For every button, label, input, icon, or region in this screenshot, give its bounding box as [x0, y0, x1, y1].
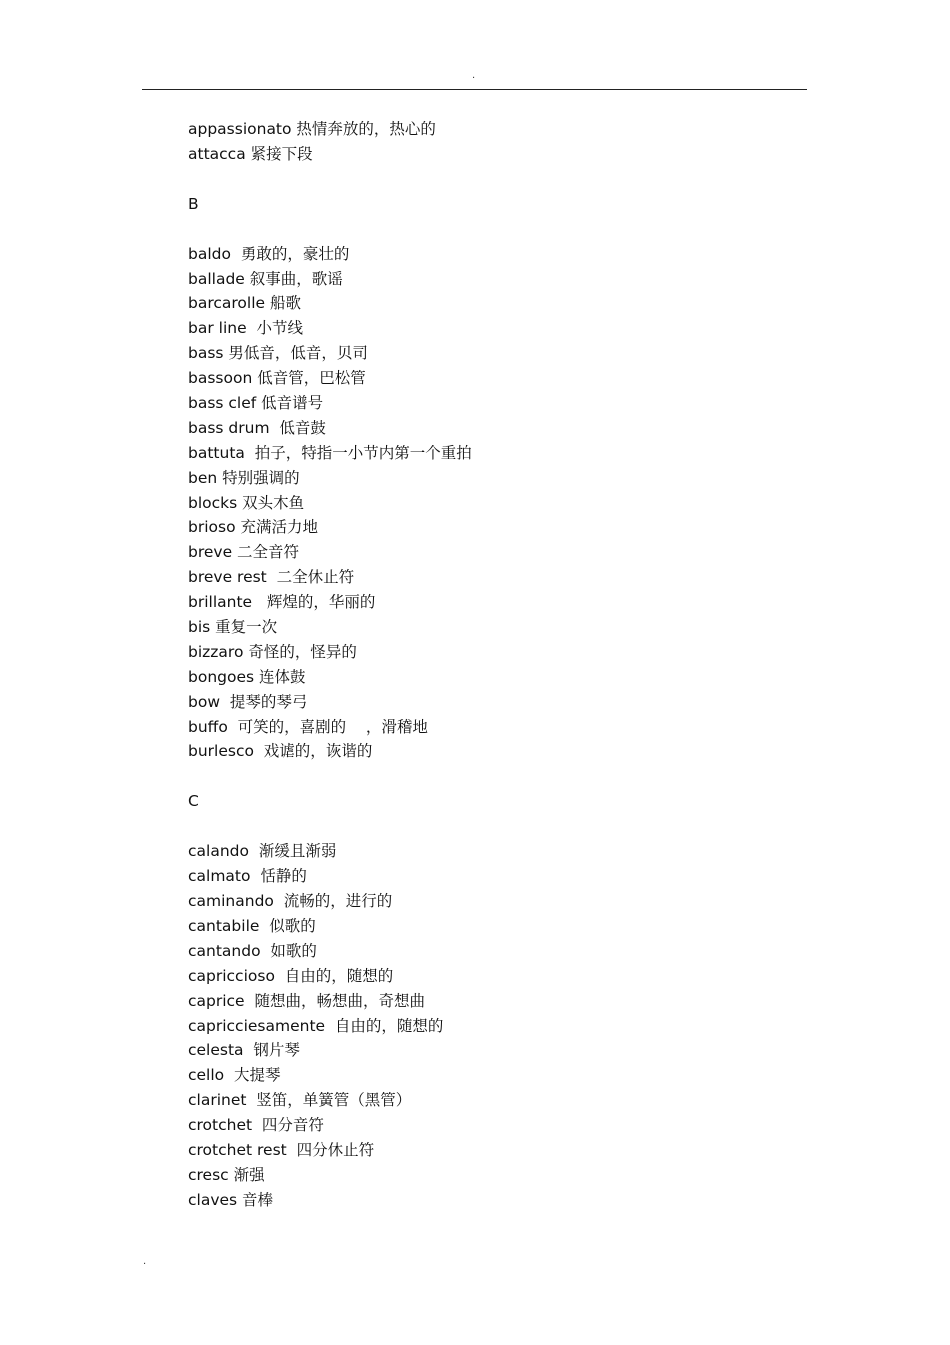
glossary-entry: celesta 钢片琴: [188, 1041, 300, 1060]
glossary-entry: crotchet rest 四分休止符: [188, 1140, 375, 1159]
glossary-entry: calmato 恬静的: [188, 867, 307, 886]
glossary-entry: clarinet 竖笛，单簧管（黑管）: [188, 1091, 412, 1110]
header-mark: .: [472, 70, 476, 81]
glossary-entry: capricciesamente 自由的，随想的: [188, 1016, 444, 1035]
section-gap: [188, 764, 788, 789]
glossary-entry: calando 渐缓且渐弱: [188, 842, 337, 861]
glossary-entry: bass clef 低音谱号: [188, 394, 324, 413]
glossary-entry: bass drum 低音鼓: [188, 418, 326, 437]
glossary-entry: buffo 可笑的，喜剧的 ，滑稽地: [188, 717, 428, 736]
section-letter-c: C: [188, 792, 199, 811]
glossary-entry: capriccioso 自由的，随想的: [188, 966, 394, 985]
glossary-entry: baldo 勇敢的，豪壮的: [188, 244, 350, 263]
glossary-entry: battuta 拍子，特指一小节内第一个重拍: [188, 443, 472, 462]
section-gap: [188, 814, 788, 839]
glossary-entry: caprice 随想曲，畅想曲，奇想曲: [188, 991, 425, 1010]
section-gap: [188, 217, 788, 242]
glossary-entry: bizzaro 奇怪的，怪异的: [188, 642, 357, 661]
glossary-entry: bis 重复一次: [188, 618, 278, 637]
glossary-entry: caminando 流畅的，进行的: [188, 892, 393, 911]
footer-mark: .: [143, 1256, 147, 1267]
glossary-entry: breve 二全音符: [188, 543, 300, 562]
section-letter-b: B: [188, 194, 199, 213]
glossary-entry: bass 男低音，低音，贝司: [188, 344, 368, 363]
glossary-entry: bow 提琴的琴弓: [188, 692, 308, 711]
glossary-entry: burlesco 戏谑的，诙谐的: [188, 742, 373, 761]
glossary-entry: brillante 辉煌的，华丽的: [188, 593, 376, 612]
glossary-entry: breve rest 二全休止符: [188, 568, 355, 587]
glossary-entry: appassionato 热情奔放的，热心的: [188, 120, 436, 138]
glossary-entry: barcarolle 船歌: [188, 294, 301, 313]
glossary-entry: ben 特别强调的: [188, 468, 300, 487]
glossary-content: [188, 117, 788, 1213]
glossary-entry: cantabile 似歌的: [188, 916, 316, 935]
glossary-entry: cello 大提琴: [188, 1066, 281, 1085]
glossary-entry: ballade 叙事曲，歌谣: [188, 269, 343, 288]
glossary-entry: claves 音棒: [188, 1190, 274, 1209]
glossary-entry: bassoon 低音管，巴松管: [188, 369, 366, 388]
header-rule: [142, 89, 807, 90]
glossary-entry: blocks 双头木鱼: [188, 493, 305, 512]
section-gap: [188, 167, 788, 192]
glossary-entry: cantando 如歌的: [188, 941, 317, 960]
glossary-entry: attacca 紧接下段: [188, 144, 313, 163]
glossary-entry: bongoes 连体鼓: [188, 667, 306, 686]
glossary-entry: cresc 渐强: [188, 1165, 265, 1184]
glossary-entry: brioso 充满活力地: [188, 518, 318, 537]
glossary-entry: bar line 小节线: [188, 319, 303, 338]
glossary-entry: crotchet 四分音符: [188, 1116, 324, 1135]
